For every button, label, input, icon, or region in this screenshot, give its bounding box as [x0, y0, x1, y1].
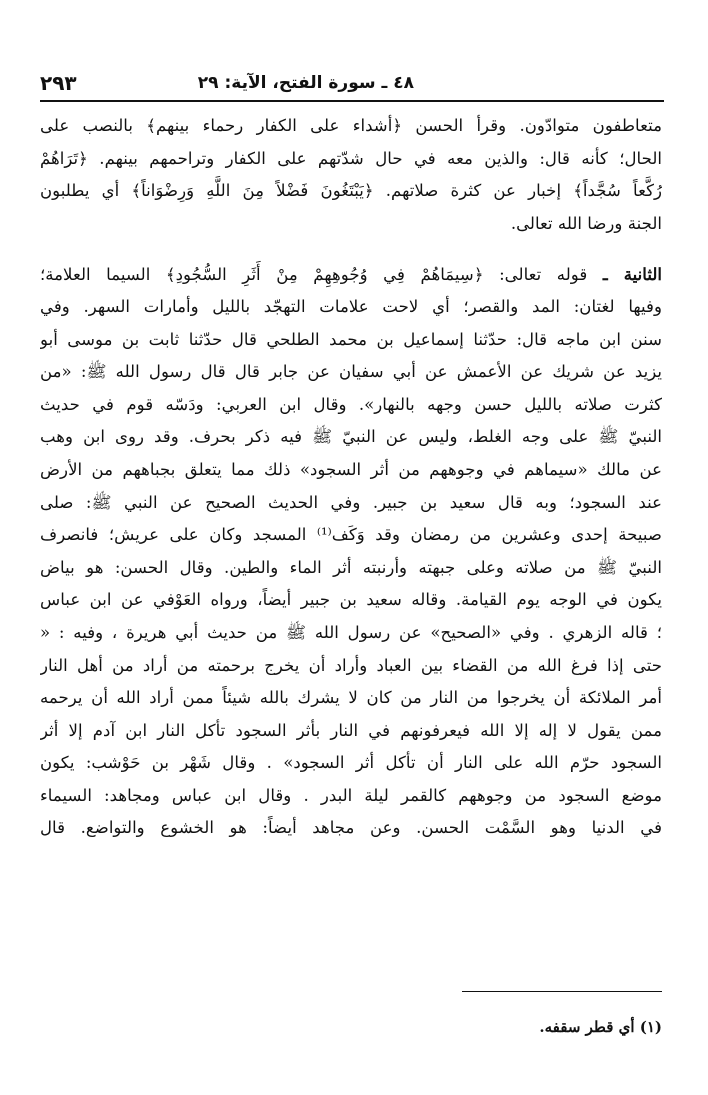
text-line: ممن يقول لا إله إلا الله فيعرفونهم في النار بأثر السجود تأكل النار ابن آدم إلا أثر: [40, 720, 662, 740]
text-line: يكون في الوجه يوم القيامة. وقاله سعيد بن جبير أيضاً، ورواه العَوْفي عن ابن عباس: [40, 590, 662, 610]
text-line: رُكَّعاً سُجَّداً﴾ إخبار عن كثرة صلاتهم. ﴿يَبْتَغُونَ فَضْلاً مِنَ اللَّهِ وَرِضْوَاناً﴾ أي يطلبون: [40, 181, 662, 201]
footnote-divider: [462, 991, 662, 992]
text-line: ؛ قاله الزهري . وفي «الصحيح» عن رسول الله ﷺ من حديث أبي هريرة ، وفيه : «: [40, 622, 662, 642]
footnote: (١) أي قطر سقفه.: [539, 1018, 662, 1036]
text-line: عن مالك «سيماهم في وجوههم من أثر السجود» ذلك مما يتعلق بجباههم من الأرض: [40, 459, 662, 479]
text-line: وفيها لغتان: المد والقصر؛ أي لاحت علامات التهجّد بالليل وأمارات السهر. وفي: [40, 296, 662, 316]
text-line: كثرت صلاته بالليل حسن وجهه بالنهار». وقال ابن العربي: ودَسّه قوم في حديث: [40, 394, 662, 414]
text-line: السجود حرّم الله على النار أن تأكل أثر السجود» . وقال شَهْر بن حَوْشب: يكون: [40, 753, 662, 773]
text-line: [40, 258, 662, 291]
text-line: النبيّ ﷺ على وجه الغلط، وليس عن النبيّ ﷺ فيه ذكر بحرف. وقد روى ابن وهب: [40, 427, 662, 447]
text-line: حتى إذا فرغ الله من القضاء بين العباد وأراد أن يخرج برحمته من أراد من أهل النار: [40, 655, 662, 675]
page-number: ٢٩٣: [40, 71, 77, 95]
text-line: النبيّ ﷺ من صلاته وعلى جبهته وأرنبته أثر الماء والطين. وقال الحسن: هو بياض: [40, 557, 662, 577]
text-line: متعاطفون متوادّون. وقرأ الحسن ﴿أشداء على الكفار رحماء بينهم﴾ بالنصب على: [40, 116, 662, 135]
text-line: الحال؛ كأنه قال: والذين معه في حال شدّتهم على الكفار وتراحمهم بينهم. ﴿تَرَاهُمْ: [40, 148, 662, 168]
text-line: عند السجود؛ وبه قال سعيد بن جبير. وفي الحديث الصحيح عن النبي ﷺ: صلى: [40, 492, 662, 512]
running-title: ٤٨ ـ سورة الفتح، الآية: ٢٩: [197, 73, 414, 93]
section-label: الثانية ـ: [602, 264, 662, 285]
text-line: في الدنيا وهو السَّمْت الحسن. وعن مجاهد أيضاً: هو الخشوع والتواضع. قال: [40, 818, 662, 838]
text-line: موضع السجود من وجوههم كالقمر ليلة البدر . وقال ابن عباس ومجاهد: السيماء: [40, 785, 662, 805]
text-line: أمر الملائكة أن يخرجوا من النار من كان لا يشرك بالله شيئاً ممن أراد الله أن يرحمه: [40, 688, 662, 708]
text-line: يزيد عن شريك عن الأعمش عن أبي سفيان عن جابر قال قال رسول الله ﷺ: «من: [40, 362, 662, 382]
page-header: [40, 66, 664, 102]
text-line-content: قوله تعالى: ﴿سِيمَاهُمْ فِي وُجُوهِهِمْ مِنْ أَثَرِ السُّجُودِ﴾ السيما العلامة؛: [40, 265, 588, 285]
text-line: الجنة ورضا الله تعالى.: [510, 213, 662, 233]
text-line: صبيحة إحدى وعشرين من رمضان وقد وَكَف⁽¹⁾ المسجد وكان على عريش؛ فانصرف: [40, 525, 662, 545]
paragraph-gap: [40, 240, 662, 258]
main-text: [40, 110, 662, 845]
text-line: سنن ابن ماجه قال: حدّثنا إسماعيل بن محمد الطلحي قال حدّثنا ثابت بن موسى أبو: [40, 329, 662, 349]
